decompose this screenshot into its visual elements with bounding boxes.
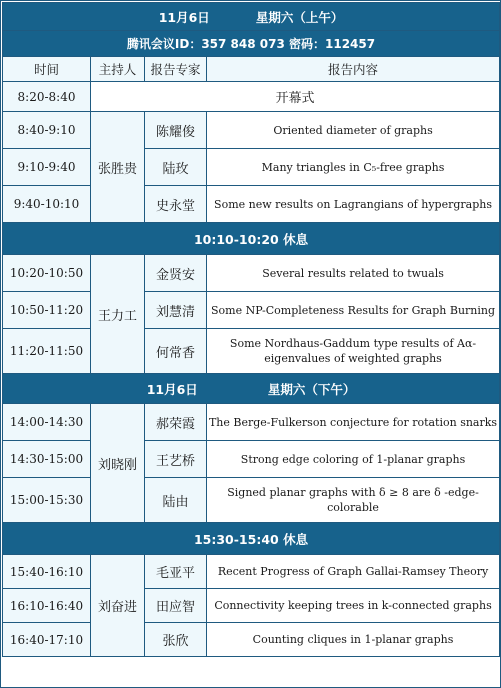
talk-row	[3, 186, 500, 223]
break-label: 10:10-10:20 休息	[3, 223, 500, 255]
talk-row	[3, 112, 500, 149]
talk-title: Counting cliques in 1-planar graphs	[207, 623, 500, 657]
time-cell: 14:00-14:30	[3, 404, 91, 441]
speaker-cell: 张欣	[145, 623, 207, 657]
col-expert: 报告专家	[145, 57, 207, 82]
opening-row	[3, 82, 500, 112]
speaker-cell: 金贤安	[145, 255, 207, 292]
weekday-am: 星期六（上午）	[255, 9, 344, 25]
talk-title: Connectivity keeping trees in k-connected graphs	[207, 589, 500, 623]
talk-row	[3, 589, 500, 623]
talk-title: Signed planar graphs with δ ≥ 8 are δ -edge-colorable	[207, 478, 500, 523]
talk-row	[3, 329, 500, 374]
talk-row	[3, 255, 500, 292]
date-header	[3, 3, 500, 31]
time-cell: 16:10-16:40	[3, 589, 91, 623]
talk-row	[3, 623, 500, 657]
pm-header-row	[3, 374, 500, 404]
date-am: 11月6日	[158, 9, 210, 25]
talk-row	[3, 149, 500, 186]
speaker-cell: 陈耀俊	[145, 112, 207, 149]
break-row	[3, 523, 500, 555]
talk-row	[3, 404, 500, 441]
time-cell: 9:10-9:40	[3, 149, 91, 186]
speaker-cell: 陆由	[145, 478, 207, 523]
speaker-cell: 刘慧清	[145, 292, 207, 329]
talk-row	[3, 555, 500, 589]
host-cell: 王力工	[91, 255, 145, 374]
talk-title: The Berge-Fulkerson conjecture for rotation snarks	[207, 404, 500, 441]
time-cell: 14:30-15:00	[3, 441, 91, 478]
time-cell: 11:20-11:50	[3, 329, 91, 374]
col-host: 主持人	[91, 57, 145, 82]
talk-title: Strong edge coloring of 1-planar graphs	[207, 441, 500, 478]
speaker-cell: 陆玫	[145, 149, 207, 186]
meeting-info: 腾讯会议ID：357 848 073 密码：112457	[3, 31, 500, 57]
host-cell: 刘晓刚	[91, 404, 145, 523]
time-cell: 10:50-11:20	[3, 292, 91, 329]
time-cell: 8:40-9:10	[3, 112, 91, 149]
talk-title: Some NP-Completeness Results for Graph Burning	[207, 292, 500, 329]
break-row	[3, 223, 500, 255]
opening-label: 开幕式	[91, 82, 500, 112]
host-cell: 张胜贵	[91, 112, 145, 223]
speaker-cell: 郝荣霞	[145, 404, 207, 441]
speaker-cell: 毛亚平	[145, 555, 207, 589]
talk-title: Some new results on Lagrangians of hypergraphs	[207, 186, 500, 223]
time-cell: 8:20-8:40	[3, 82, 91, 112]
speaker-cell: 何常香	[145, 329, 207, 374]
talk-row	[3, 292, 500, 329]
date-header-row	[3, 3, 500, 31]
talk-title: Several results related to twuals	[207, 255, 500, 292]
host-cell: 刘奋进	[91, 555, 145, 657]
date-pm: 11月6日	[146, 381, 198, 397]
pm-header	[3, 374, 500, 404]
schedule-table	[2, 2, 500, 657]
talk-title: Some Nordhaus-Gaddum type results of Aα-eigenvalues of weighted graphs	[207, 329, 500, 374]
time-cell: 15:40-16:10	[3, 555, 91, 589]
speaker-cell: 田应智	[145, 589, 207, 623]
speaker-cell: 史永堂	[145, 186, 207, 223]
col-time: 时间	[3, 57, 91, 82]
time-cell: 16:40-17:10	[3, 623, 91, 657]
talk-title: Oriented diameter of graphs	[207, 112, 500, 149]
speaker-cell: 王艺桥	[145, 441, 207, 478]
col-content: 报告内容	[207, 57, 500, 82]
meeting-info-row	[3, 31, 500, 57]
talk-row	[3, 441, 500, 478]
talk-title: Recent Progress of Graph Gallai-Ramsey Theory	[207, 555, 500, 589]
talk-title: Many triangles in C₅-free graphs	[207, 149, 500, 186]
time-cell: 10:20-10:50	[3, 255, 91, 292]
weekday-pm: 星期六（下午）	[267, 381, 356, 397]
talk-row	[3, 478, 500, 523]
break-label: 15:30-15:40 休息	[3, 523, 500, 555]
time-cell: 9:40-10:10	[3, 186, 91, 223]
time-cell: 15:00-15:30	[3, 478, 91, 523]
column-header-row	[3, 57, 500, 82]
